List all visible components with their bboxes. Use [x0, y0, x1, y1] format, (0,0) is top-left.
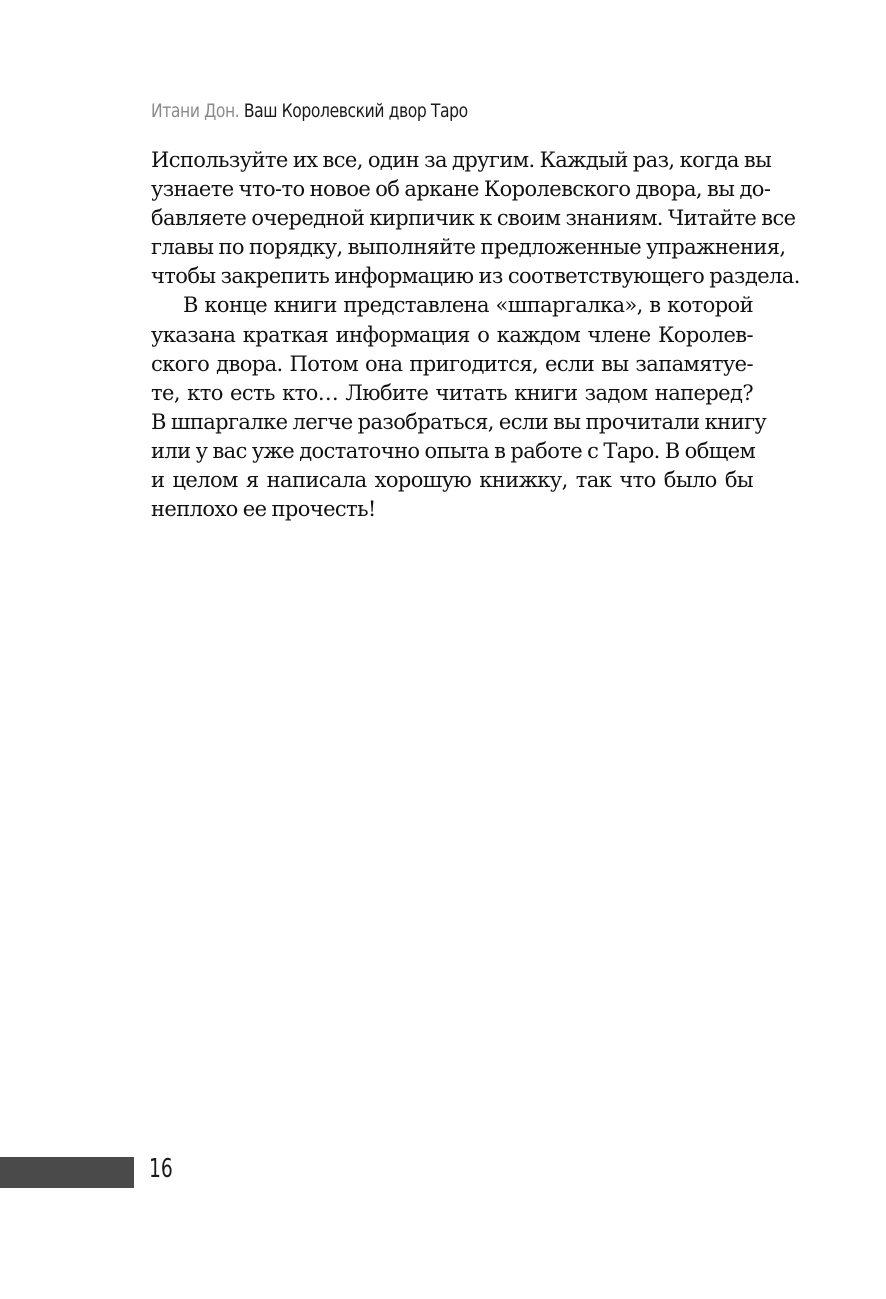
text-line: главы по порядку, выполняйте предложенные упражнения, — [151, 235, 786, 260]
body-text — [151, 146, 800, 524]
text-line: узнаете что-то новое об аркане Королевского двора, вы до- — [151, 177, 771, 202]
text-line: ского двора. Потом она пригодится, если вы запамятуе- — [151, 351, 753, 376]
paragraph-2 — [151, 291, 767, 524]
text-line: В шпаргалке легче разобраться, если вы прочитали книгу — [151, 409, 767, 434]
text-line: неплохо ее прочесть! — [151, 497, 376, 522]
text-line: или у вас уже достаточно опыта в работе с Таро. В общем — [151, 438, 756, 463]
text-line: указана краткая информация о каждом члене Королев- — [151, 322, 753, 347]
text-line: Используйте их все, один за другим. Каждый раз, когда вы — [151, 148, 772, 172]
text-line: В конце книги представлена «шпаргалка», в которой — [183, 293, 753, 318]
page-number: 16 — [149, 1154, 173, 1184]
text-line: и целом я написала хорошую книжку, так что было бы — [151, 468, 753, 493]
paragraph-1 — [151, 146, 800, 291]
folio-bar — [0, 1157, 134, 1188]
text-line: те, кто есть кто… Любите читать книги задом наперед? — [151, 380, 753, 405]
header-book-title: Ваш Королевский двор Таро — [243, 100, 468, 122]
text-line: чтобы закрепить информацию из соответствующего раздела. — [151, 264, 800, 289]
header-author: Итани Дон. — [151, 100, 240, 122]
running-header — [151, 100, 468, 122]
text-line: бавляете очередной кирпичик к своим знаниям. Читайте все — [151, 206, 796, 231]
